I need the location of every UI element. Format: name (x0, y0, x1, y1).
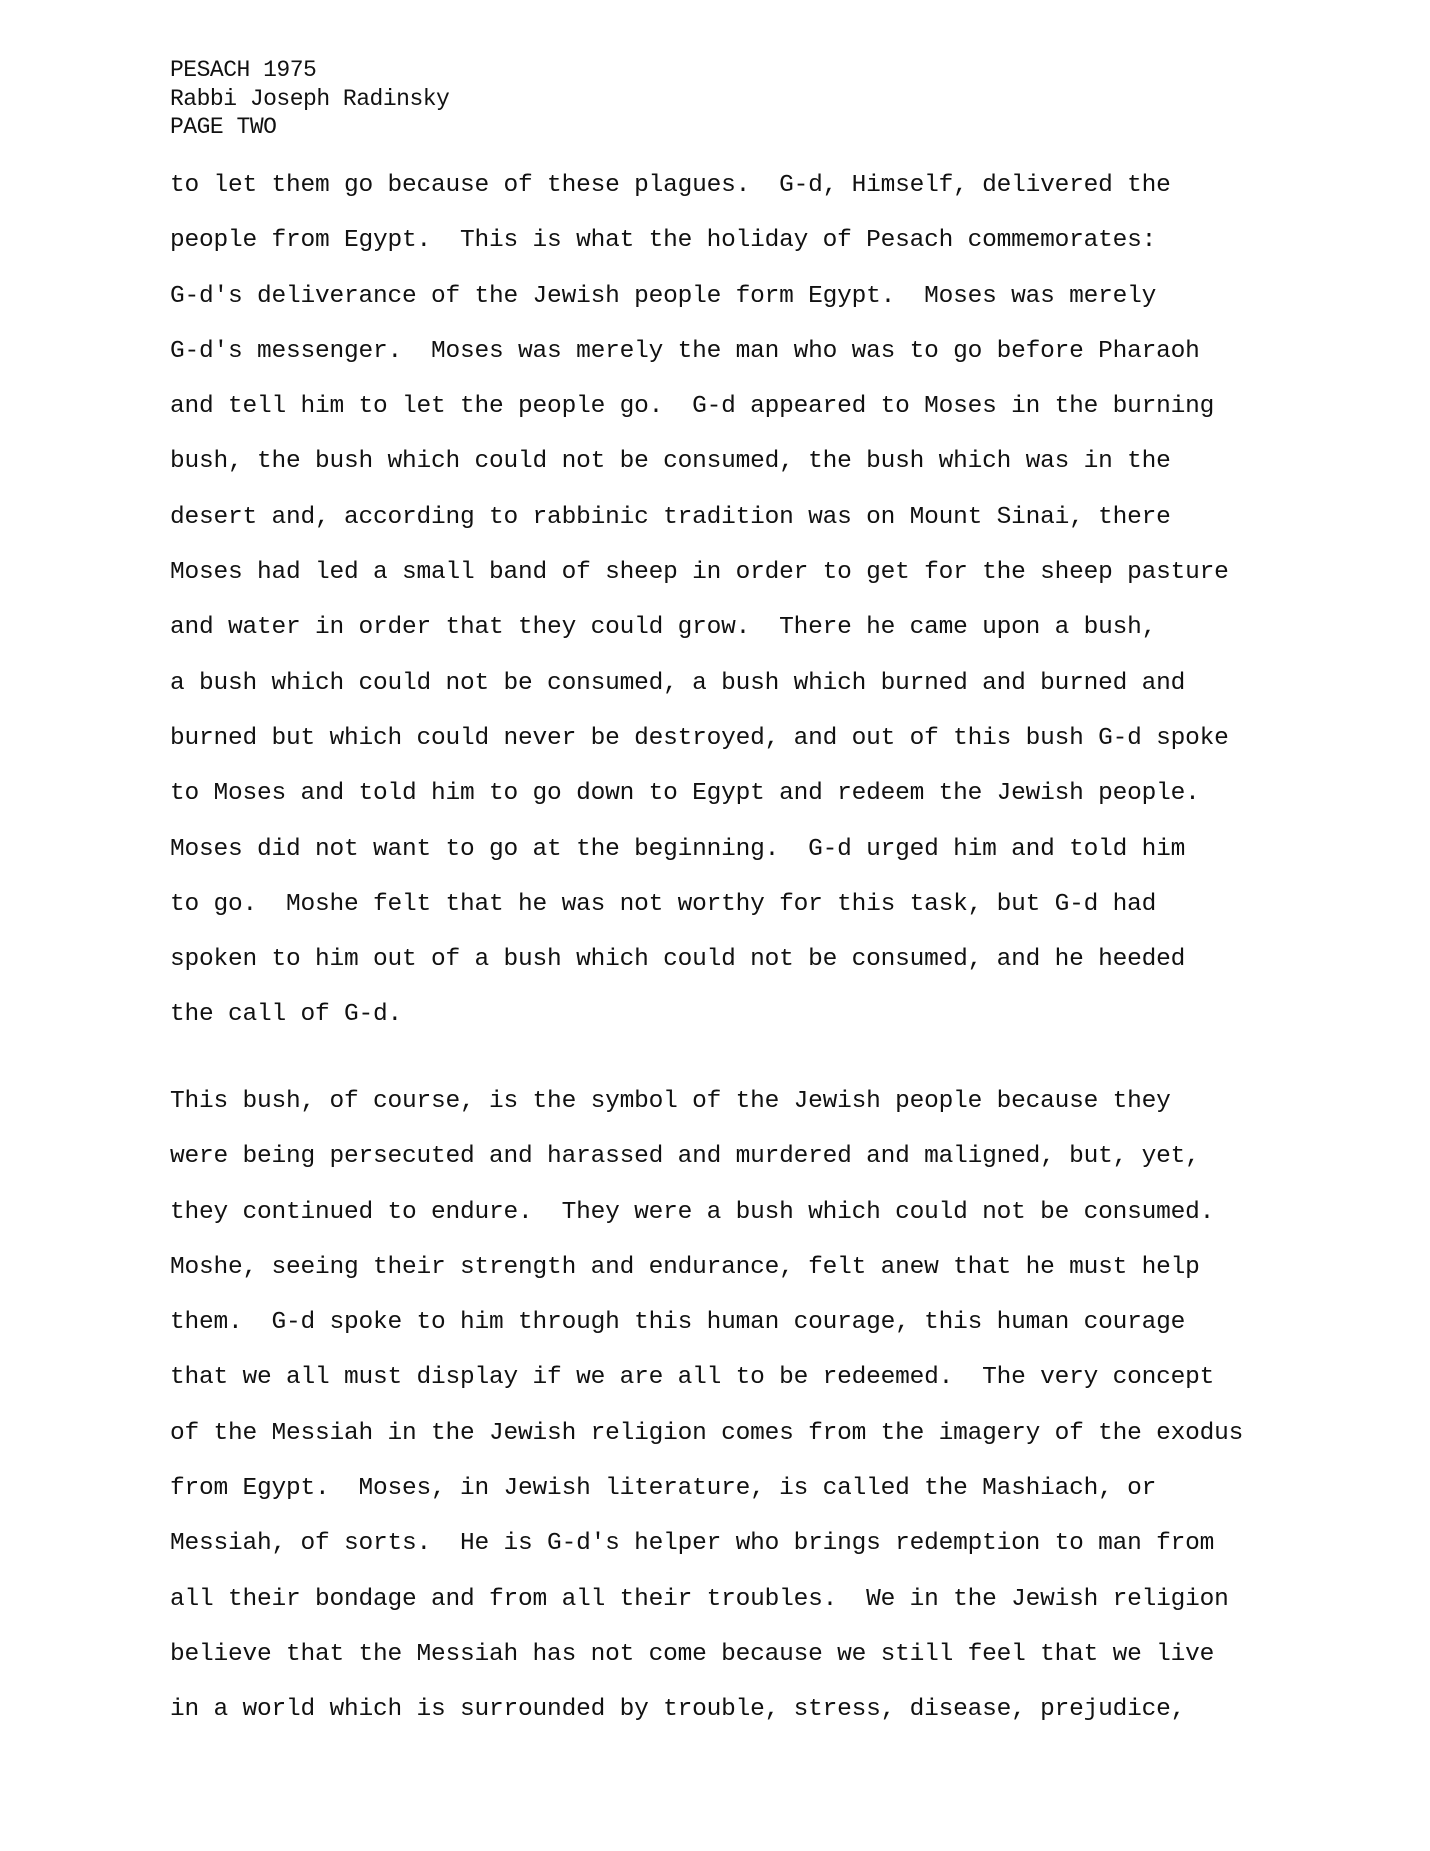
paragraph-1 (170, 158, 1229, 1043)
text-line: they continued to endure. They were a bush which could not be consumed. (170, 1198, 1215, 1226)
text-line: Moses had led a small band of sheep in order to get for the sheep pasture (170, 559, 1229, 587)
text-line: and tell him to let the people go. G-d appeared to Moses in the burning (170, 393, 1215, 421)
text-line: were being persecuted and harassed and murdered and maligned, but, yet, (170, 1143, 1200, 1171)
text-line: bush, the bush which could not be consumed, the bush which was in the (170, 448, 1171, 476)
text-line: believe that the Messiah has not come because we still feel that we live (170, 1640, 1215, 1668)
document-title: PESACH 1975 (170, 57, 317, 83)
text-line: This bush, of course, is the symbol of the Jewish people because they (170, 1088, 1171, 1115)
text-line: from Egypt. Moses, in Jewish literature, is called the Mashiach, or (170, 1475, 1157, 1503)
text-line: to Moses and told him to go down to Egypt and redeem the Jewish people. (170, 780, 1200, 808)
text-line: desert and, according to rabbinic tradition was on Mount Sinai, there (170, 503, 1171, 531)
text-line: Moshe, seeing their strength and endurance, felt anew that he must help (170, 1253, 1200, 1281)
text-line: to let them go because of these plagues. G-d, Himself, delivered the (170, 172, 1171, 199)
text-line: the call of G-d. (170, 1001, 403, 1029)
text-line: Messiah, of sorts. He is G-d's helper who brings redemption to man from (170, 1530, 1215, 1558)
text-line: spoken to him out of a bush which could not be consumed, and he heeded (170, 946, 1186, 974)
text-line: to go. Moshe felt that he was not worthy for this task, but G-d had (170, 890, 1157, 918)
paragraph-2 (170, 1074, 1243, 1738)
text-line: Moses did not want to go at the beginning. G-d urged him and told him (170, 835, 1186, 863)
text-line: a bush which could not be consumed, a bush which burned and burned and (170, 669, 1186, 697)
text-line: them. G-d spoke to him through this human courage, this human courage (170, 1309, 1186, 1337)
document-header (170, 56, 449, 142)
text-line: G-d's deliverance of the Jewish people form Egypt. Moses was merely (170, 282, 1157, 310)
text-line: of the Messiah in the Jewish religion comes from the imagery of the exodus (170, 1419, 1244, 1447)
text-line: and water in order that they could grow. There he came upon a bush, (170, 614, 1157, 642)
text-line: all their bondage and from all their troubles. We in the Jewish religion (170, 1585, 1229, 1613)
text-line: burned but which could never be destroyed, and out of this bush G-d spoke (170, 724, 1229, 752)
text-line: that we all must display if we are all to be redeemed. The very concept (170, 1364, 1215, 1392)
text-line: in a world which is surrounded by trouble, stress, disease, prejudice, (170, 1696, 1186, 1724)
document-author: Rabbi Joseph Radinsky (170, 85, 450, 112)
text-line: people from Egypt. This is what the holiday of Pesach commemorates: (170, 227, 1157, 255)
text-line: G-d's messenger. Moses was merely the man who was to go before Pharaoh (170, 337, 1200, 365)
page-label: PAGE TWO (170, 114, 277, 140)
